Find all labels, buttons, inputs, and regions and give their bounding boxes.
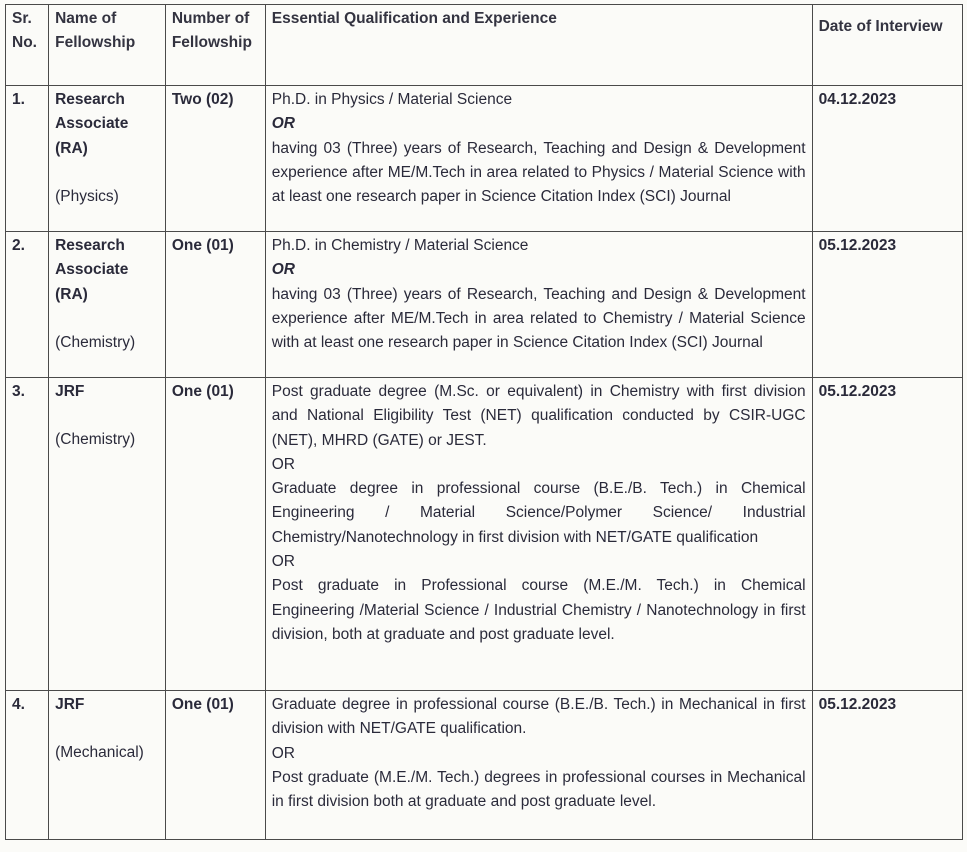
name-line: (RA) (55, 285, 88, 303)
number-cell: Two (02) (165, 86, 265, 232)
interview-date-cell: 04.12.2023 (812, 86, 962, 232)
spacer (55, 307, 159, 331)
department-label: (Chemistry) (55, 333, 136, 351)
table-row (6, 691, 963, 840)
spacer (55, 161, 159, 185)
sr-no-cell: 4. (6, 691, 49, 840)
fellowship-name-cell (49, 86, 166, 232)
spacer (55, 717, 159, 741)
name-line: Associate (55, 261, 129, 279)
fellowship-name-cell (49, 691, 166, 840)
qualification-cell (265, 232, 812, 378)
number-cell: One (01) (165, 232, 265, 378)
qualification-text: having 03 (Three) years of Research, Teaching and Design & Development experience after ME/M.Tech in area related to Physics / Material Science with at least one research paper in Science Citation Index (SCI) Journal (271, 139, 806, 206)
header-fellowship-name: Name of Fellowship (49, 5, 166, 86)
or-separator: OR (271, 455, 295, 473)
number-cell: One (01) (165, 378, 265, 691)
table-header-row (6, 5, 963, 86)
table-row (6, 378, 963, 691)
spacer (55, 404, 159, 428)
name-line: Research (55, 91, 125, 108)
qualification-cell (265, 86, 812, 232)
department-label: (Chemistry) (55, 431, 136, 449)
qualification-text: having 03 (Three) years of Research, Teaching and Design & Development experience after ME/M.Tech in area related to Chemistry / Material Science with at least one research paper in Science Citation Index (SCI) Journal (271, 285, 806, 352)
qualification-text: Post graduate degree (M.Sc. or equivalent) in Chemistry with first division and National Eligibility Test (NET) qualification conducted by CSIR-UGC (NET), MHRD (GATE) or JEST. (271, 383, 806, 449)
sr-no-cell: 2. (6, 232, 49, 378)
department-label: (Mechanical) (55, 744, 144, 762)
name-line: JRF (55, 383, 85, 400)
interview-date-cell: 05.12.2023 (812, 691, 962, 840)
header-number-of-fellowship: Number of Fellowship (165, 5, 265, 86)
interview-date-cell: 05.12.2023 (812, 232, 962, 378)
name-line: Associate (55, 115, 129, 133)
or-separator: OR (271, 553, 295, 571)
header-sr-no: Sr. No. (6, 5, 49, 86)
sr-no-cell: 1. (6, 86, 49, 232)
header-qualification: Essential Qualification and Experience (265, 5, 812, 86)
qualification-text: Graduate degree in professional course (B.E./B. Tech.) in Chemical Engineering / Material Science/Polymer Science/ Industrial Chemistry/Nanotechnology in first division with NET/GATE qualification (271, 480, 806, 546)
department-label: (Physics) (55, 187, 119, 205)
number-cell: One (01) (165, 691, 265, 840)
qualification-text: Graduate degree in professional course (B.E./B. Tech.) in Mechanical in first division with NET/GATE qualification. (271, 696, 806, 738)
qualification-text: Post graduate (M.E./M. Tech.) degrees in professional courses in Mechanical in first division both at graduate and post graduate level. (271, 768, 806, 811)
table-row (6, 232, 963, 378)
or-separator: OR (271, 744, 295, 762)
qualification-cell (265, 378, 812, 691)
name-line: (RA) (55, 139, 88, 157)
qualification-text: Ph.D. in Physics / Material Science (271, 91, 513, 108)
qualification-text: Ph.D. in Chemistry / Material Science (271, 237, 529, 254)
header-interview-date: Date of Interview (812, 5, 962, 86)
fellowship-name-cell (49, 232, 166, 378)
qualification-cell (265, 691, 812, 840)
name-line: Research (55, 237, 125, 254)
table-row (6, 86, 963, 232)
fellowship-table (5, 4, 963, 840)
sr-no-cell: 3. (6, 378, 49, 691)
interview-date-cell: 05.12.2023 (812, 378, 962, 691)
fellowship-name-cell (49, 378, 166, 691)
qualification-text: Post graduate in Professional course (M.E./M. Tech.) in Chemical Engineering /Material Science / Industrial Chemistry / Nanotechnology in first division, both at graduate and post graduate level. (271, 577, 806, 643)
or-separator: OR (271, 115, 295, 133)
name-line: JRF (55, 696, 85, 713)
or-separator: OR (271, 261, 295, 279)
